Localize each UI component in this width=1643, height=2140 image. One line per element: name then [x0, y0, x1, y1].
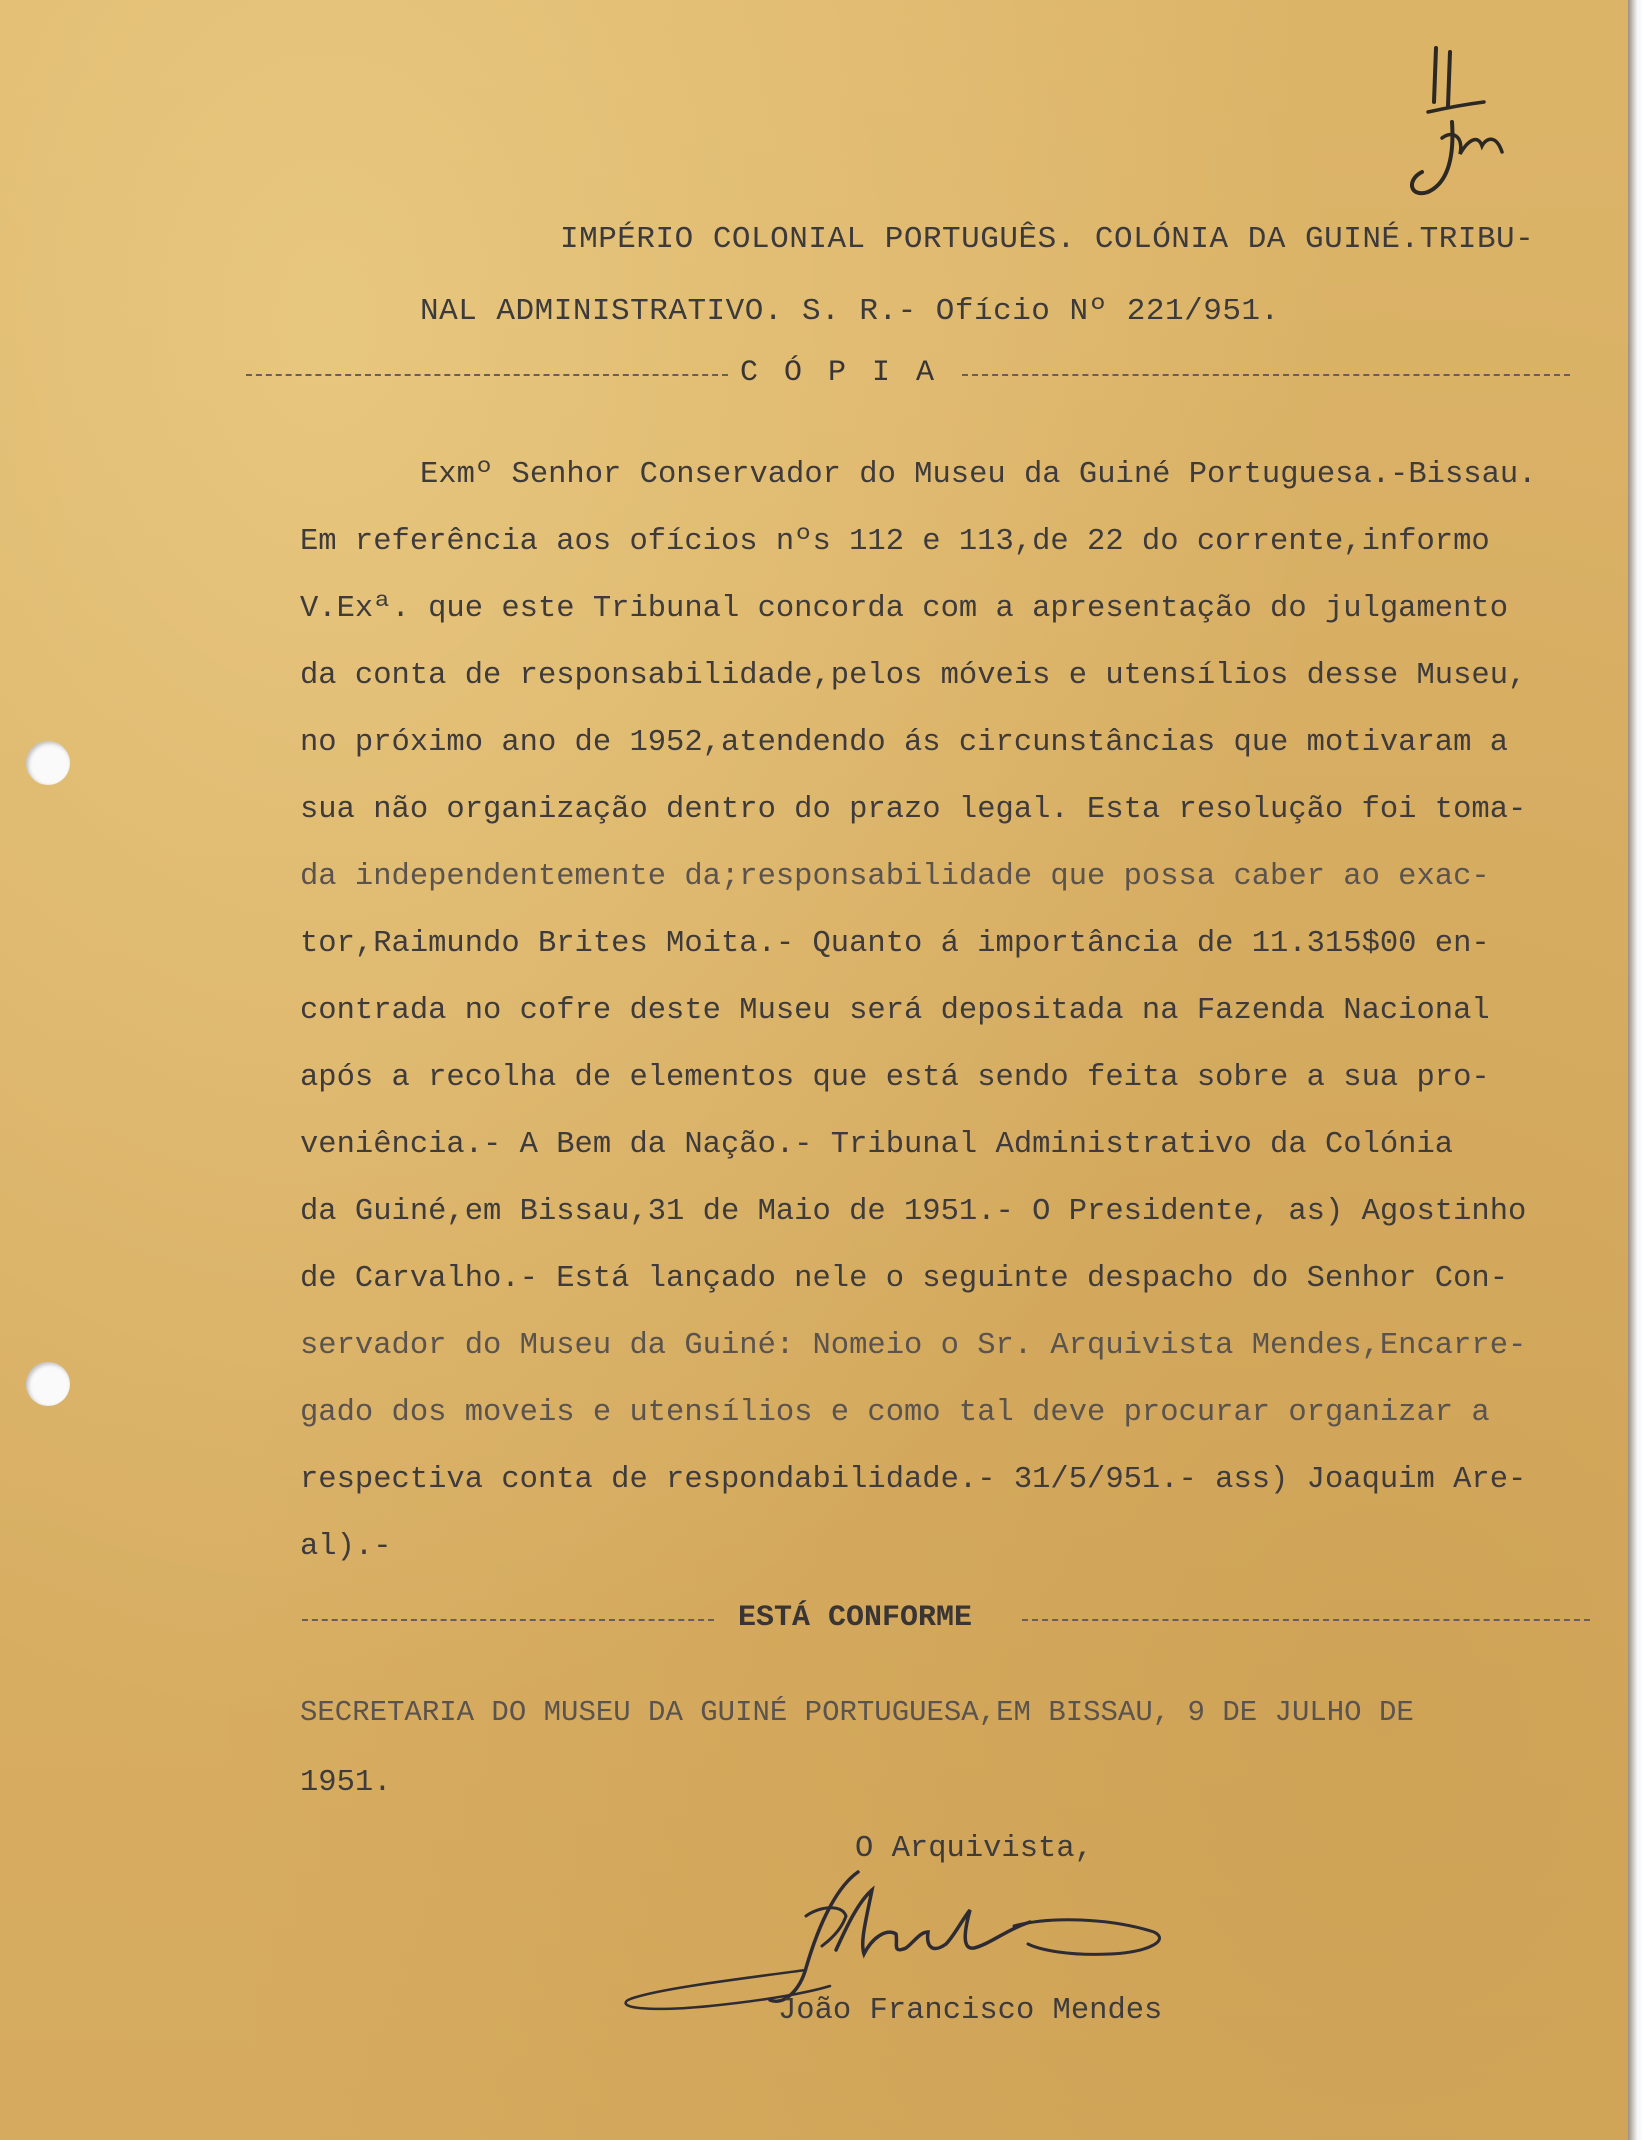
- body-line: gado dos moveis e utensílios e como tal deve procurar organizar a: [300, 1396, 1490, 1430]
- body-line: da Guiné,em Bissau,31 de Maio de 1951.- O Presidente, as) Agostinho: [300, 1195, 1527, 1229]
- body-line: veniência.- A Bem da Nação.- Tribunal Administrativo da Colónia: [300, 1128, 1454, 1162]
- secretaria-line-2: 1951.: [300, 1766, 392, 1800]
- body-line: V.Exª. que este Tribunal concorda com a apresentação do julgamento: [300, 592, 1508, 626]
- body-line: sua não organização dentro do prazo legal. Esta resolução foi toma-: [300, 793, 1527, 827]
- body-line: de Carvalho.- Está lançado nele o seguinte despacho do Senhor Con-: [300, 1262, 1508, 1296]
- body-line: tor,Raimundo Brites Moita.- Quanto á importância de 11.315$00 en-: [300, 927, 1490, 961]
- body-line: contrada no cofre deste Museu será depositada na Fazenda Nacional: [300, 994, 1490, 1028]
- copy-rule-right: [962, 374, 1570, 376]
- closing-name: João Francisco Mendes: [778, 1994, 1163, 2028]
- header-line-2: NAL ADMINISTRATIVO. S. R.- Ofício Nº 221/951.: [420, 294, 1280, 329]
- body-line: servador do Museu da Guiné: Nomeio o Sr. Arquivista Mendes,Encarre-: [300, 1329, 1527, 1363]
- body-line: Exmº Senhor Conservador do Museu da Guiné Portuguesa.-Bissau.: [420, 458, 1537, 492]
- body-line: al).-: [300, 1530, 392, 1564]
- body-line: após a recolha de elementos que está sendo feita sobre a sua pro-: [300, 1061, 1490, 1095]
- conforme-label: ESTÁ CONFORME: [738, 1601, 973, 1635]
- body-line: no próximo ano de 1952,atendendo ás circunstâncias que motivaram a: [300, 726, 1508, 760]
- handwritten-page-mark: [1398, 42, 1518, 222]
- body-line: Em referência aos ofícios nºs 112 e 113,de 22 do corrente,informo: [300, 525, 1490, 559]
- conforme-rule-left: [302, 1619, 714, 1621]
- secretaria-line-1: SECRETARIA DO MUSEU DA GUINÉ PORTUGUESA,EM BISSAU, 9 DE JULHO DE: [300, 1696, 1414, 1729]
- body-line: da independentemente da;responsabilidade que possa caber ao exac-: [300, 860, 1490, 894]
- scan-edge-strip: [1628, 0, 1643, 2140]
- copy-label: C Ó P I A: [740, 356, 939, 390]
- copy-rule-left: [246, 374, 728, 376]
- conforme-rule-right: [1022, 1619, 1590, 1621]
- closing-role: O Arquivista,: [855, 1832, 1093, 1866]
- header-line-1: IMPÉRIO COLONIAL PORTUGUÊS. COLÓNIA DA GUINÉ.TRIBU-: [560, 222, 1535, 257]
- body-line: respectiva conta de respondabilidade.- 31/5/951.- ass) Joaquim Are-: [300, 1463, 1527, 1497]
- body-line: da conta de responsabilidade,pelos móveis e utensílios desse Museu,: [300, 659, 1527, 693]
- punch-hole-top: [26, 741, 70, 785]
- punch-hole-bottom: [26, 1362, 70, 1406]
